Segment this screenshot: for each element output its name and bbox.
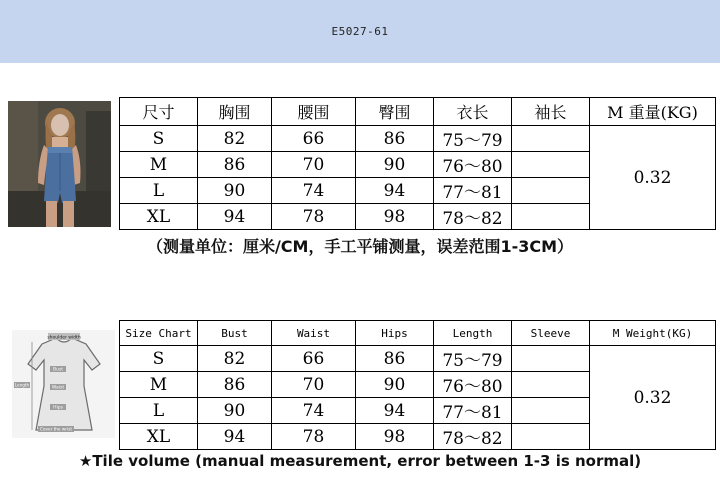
header-cell: 臀围 bbox=[356, 98, 434, 126]
length-cell: 75～79 bbox=[434, 126, 512, 152]
waist-cell: 66 bbox=[272, 126, 356, 152]
header-cell: Hips bbox=[356, 321, 434, 346]
header-cell: Bust bbox=[198, 321, 272, 346]
bust-cell: 94 bbox=[198, 424, 272, 450]
waist-cell: 78 bbox=[272, 424, 356, 450]
measurement-note-cn: （测量单位：厘米/CM，手工平铺测量，误差范围1-3CM） bbox=[146, 237, 574, 256]
sketch-label-hem: Cover the wrist bbox=[40, 426, 72, 432]
waist-cell: 74 bbox=[272, 178, 356, 204]
header-cell: M 重量(KG) bbox=[590, 98, 716, 126]
bust-cell: 86 bbox=[198, 152, 272, 178]
waist-cell: 74 bbox=[272, 398, 356, 424]
hips-cell: 98 bbox=[356, 204, 434, 230]
sleeve-cell bbox=[512, 204, 590, 230]
length-cell: 75～79 bbox=[434, 346, 512, 372]
size-cell: L bbox=[120, 398, 198, 424]
size-cell: S bbox=[120, 126, 198, 152]
table-header-row bbox=[120, 321, 716, 346]
header-cell: 尺寸 bbox=[120, 98, 198, 126]
length-cell: 76～80 bbox=[434, 152, 512, 178]
product-photo bbox=[8, 101, 111, 227]
bust-cell: 94 bbox=[198, 204, 272, 230]
sleeve-cell bbox=[512, 126, 590, 152]
sketch-label-bust: Bust bbox=[52, 367, 64, 373]
header-band bbox=[0, 0, 720, 63]
table-row bbox=[120, 346, 716, 372]
hips-cell: 86 bbox=[356, 346, 434, 372]
length-cell: 76～80 bbox=[434, 372, 512, 398]
hips-cell: 90 bbox=[356, 152, 434, 178]
weight-cell: 0.32 bbox=[590, 346, 716, 450]
bust-cell: 90 bbox=[198, 178, 272, 204]
size-cell: XL bbox=[120, 424, 198, 450]
sketch-label-length: Length bbox=[14, 382, 30, 388]
product-code: E5027-61 bbox=[331, 25, 389, 38]
size-table-cn bbox=[119, 97, 716, 230]
sleeve-cell bbox=[512, 152, 590, 178]
length-cell: 77～81 bbox=[434, 398, 512, 424]
sketch-label-hips: Hips bbox=[53, 405, 63, 411]
weight-cell: 0.32 bbox=[590, 126, 716, 230]
waist-cell: 66 bbox=[272, 346, 356, 372]
header-cell: Waist bbox=[272, 321, 356, 346]
size-table-en bbox=[119, 320, 716, 450]
size-cell: M bbox=[120, 372, 198, 398]
sleeve-cell bbox=[512, 346, 590, 372]
header-cell: 袖长 bbox=[512, 98, 590, 126]
table-row bbox=[120, 126, 716, 152]
table-header-row bbox=[120, 98, 716, 126]
length-cell: 78～82 bbox=[434, 204, 512, 230]
bust-cell: 86 bbox=[198, 372, 272, 398]
header-cell: 衣长 bbox=[434, 98, 512, 126]
sleeve-cell bbox=[512, 372, 590, 398]
header-cell: Sleeve bbox=[512, 321, 590, 346]
waist-cell: 70 bbox=[272, 372, 356, 398]
measurement-note-en: ★Tile volume (manual measurement, error between 1-3 is normal) bbox=[78, 452, 642, 470]
length-cell: 77～81 bbox=[434, 178, 512, 204]
waist-cell: 70 bbox=[272, 152, 356, 178]
hips-cell: 86 bbox=[356, 126, 434, 152]
header-cell: M Weight(KG) bbox=[590, 321, 716, 346]
sleeve-cell bbox=[512, 424, 590, 450]
sketch-label-shoulder: shoulder width bbox=[47, 335, 81, 341]
hips-cell: 94 bbox=[356, 398, 434, 424]
hips-cell: 90 bbox=[356, 372, 434, 398]
hips-cell: 98 bbox=[356, 424, 434, 450]
header-cell: Size Chart bbox=[120, 321, 198, 346]
size-cell: XL bbox=[120, 204, 198, 230]
sleeve-cell bbox=[512, 178, 590, 204]
sleeve-cell bbox=[512, 398, 590, 424]
size-cell: S bbox=[120, 346, 198, 372]
bust-cell: 82 bbox=[198, 126, 272, 152]
header-cell: 胸围 bbox=[198, 98, 272, 126]
header-cell: Length bbox=[434, 321, 512, 346]
hips-cell: 94 bbox=[356, 178, 434, 204]
size-cell: M bbox=[120, 152, 198, 178]
waist-cell: 78 bbox=[272, 204, 356, 230]
size-cell: L bbox=[120, 178, 198, 204]
sketch-label-waist: Waist bbox=[51, 385, 65, 391]
header-cell: 腰围 bbox=[272, 98, 356, 126]
bust-cell: 90 bbox=[198, 398, 272, 424]
garment-sketch bbox=[12, 330, 115, 438]
bust-cell: 82 bbox=[198, 346, 272, 372]
length-cell: 78～82 bbox=[434, 424, 512, 450]
